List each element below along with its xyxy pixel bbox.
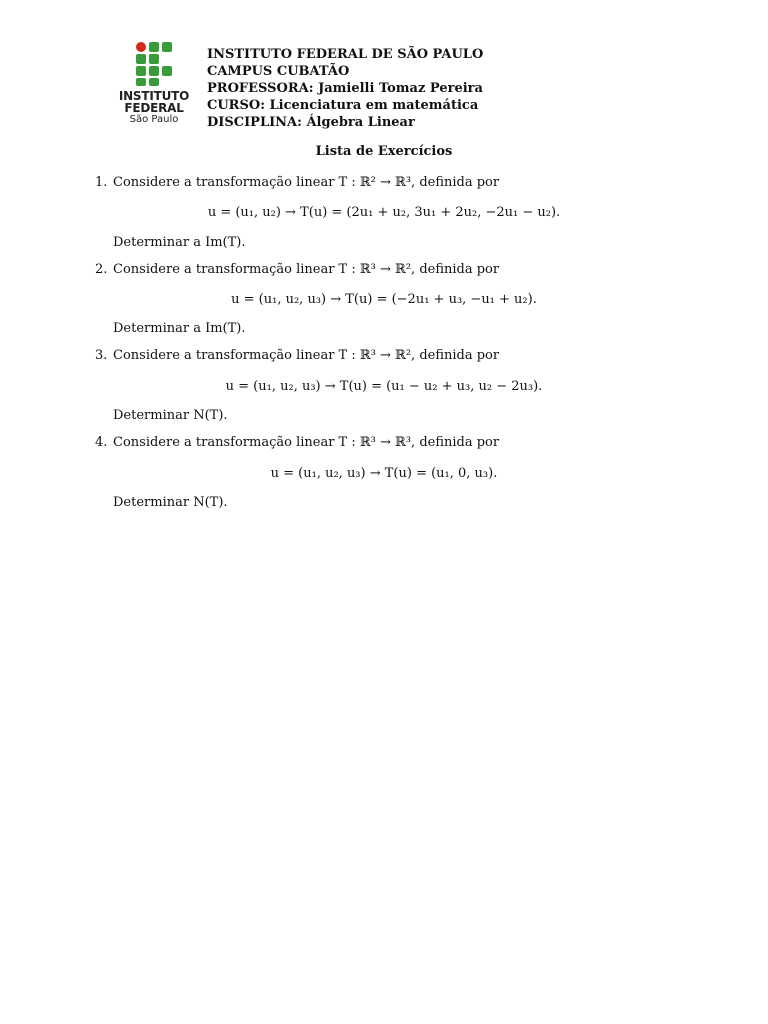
exercise-number: 4.	[95, 435, 108, 450]
logo-square	[149, 42, 159, 52]
logo-square	[149, 66, 159, 76]
exercise-equation: u = (u₁, u₂, u₃) → T(u) = (−2u₁ + u₃, −u₁ + u₂).	[231, 292, 537, 307]
ifsp-logo	[114, 40, 194, 126]
exercise-statement: Considere a transformação linear T : ℝ³ → ℝ³, definida por	[113, 435, 500, 450]
exercise-task: Determinar N(T).	[113, 408, 228, 423]
exercise-statement: Considere a transformação linear T : ℝ² → ℝ³, definida por	[113, 175, 500, 190]
exercise-number: 1.	[95, 175, 108, 190]
logo-text-sao-paulo: São Paulo	[129, 114, 179, 125]
exercise-task: Determinar N(T).	[113, 495, 228, 510]
page-title: Lista de Exercícios	[315, 144, 453, 159]
exercise-equation: u = (u₁, u₂) → T(u) = (2u₁ + u₂, 3u₁ + 2u₂, −2u₁ − u₂).	[207, 205, 561, 220]
exercise-number: 3.	[95, 348, 108, 363]
logo-square	[136, 78, 146, 86]
exercise-equation: u = (u₁, u₂, u₃) → T(u) = (u₁, 0, u₃).	[270, 466, 498, 481]
exercise-statement: Considere a transformação linear T : ℝ³ → ℝ², definida por	[113, 348, 500, 363]
exercise-number: 2.	[95, 262, 108, 277]
teacher-name: PROFESSORA: Jamielli Tomaz Pereira	[207, 81, 483, 96]
document-header	[207, 46, 483, 131]
logo-text-instituto: INSTITUTO	[118, 89, 190, 103]
logo-red-dot	[136, 42, 146, 52]
logo-square	[136, 54, 146, 64]
logo-square	[162, 42, 172, 52]
exercise-statement: Considere a transformação linear T : ℝ³ → ℝ², definida por	[113, 262, 500, 277]
logo-square	[149, 54, 159, 64]
logo-square	[162, 66, 172, 76]
institution-name: INSTITUTO FEDERAL DE SÃO PAULO	[207, 47, 484, 62]
exercise-task: Determinar a Im(T).	[113, 235, 246, 250]
subject-name: DISCIPLINA: Álgebra Linear	[207, 115, 415, 130]
course-name: CURSO: Licenciatura em matemática	[207, 98, 479, 113]
campus-name: CAMPUS CUBATÃO	[207, 64, 350, 79]
exercise-equation: u = (u₁, u₂, u₃) → T(u) = (u₁ − u₂ + u₃, u₂ − 2u₃).	[225, 379, 543, 394]
exercise-task: Determinar a Im(T).	[113, 321, 246, 336]
logo-text-federal: FEDERAL	[124, 101, 184, 115]
logo-square	[149, 78, 159, 86]
logo-square	[136, 66, 146, 76]
logo-grid-icon	[136, 42, 172, 86]
